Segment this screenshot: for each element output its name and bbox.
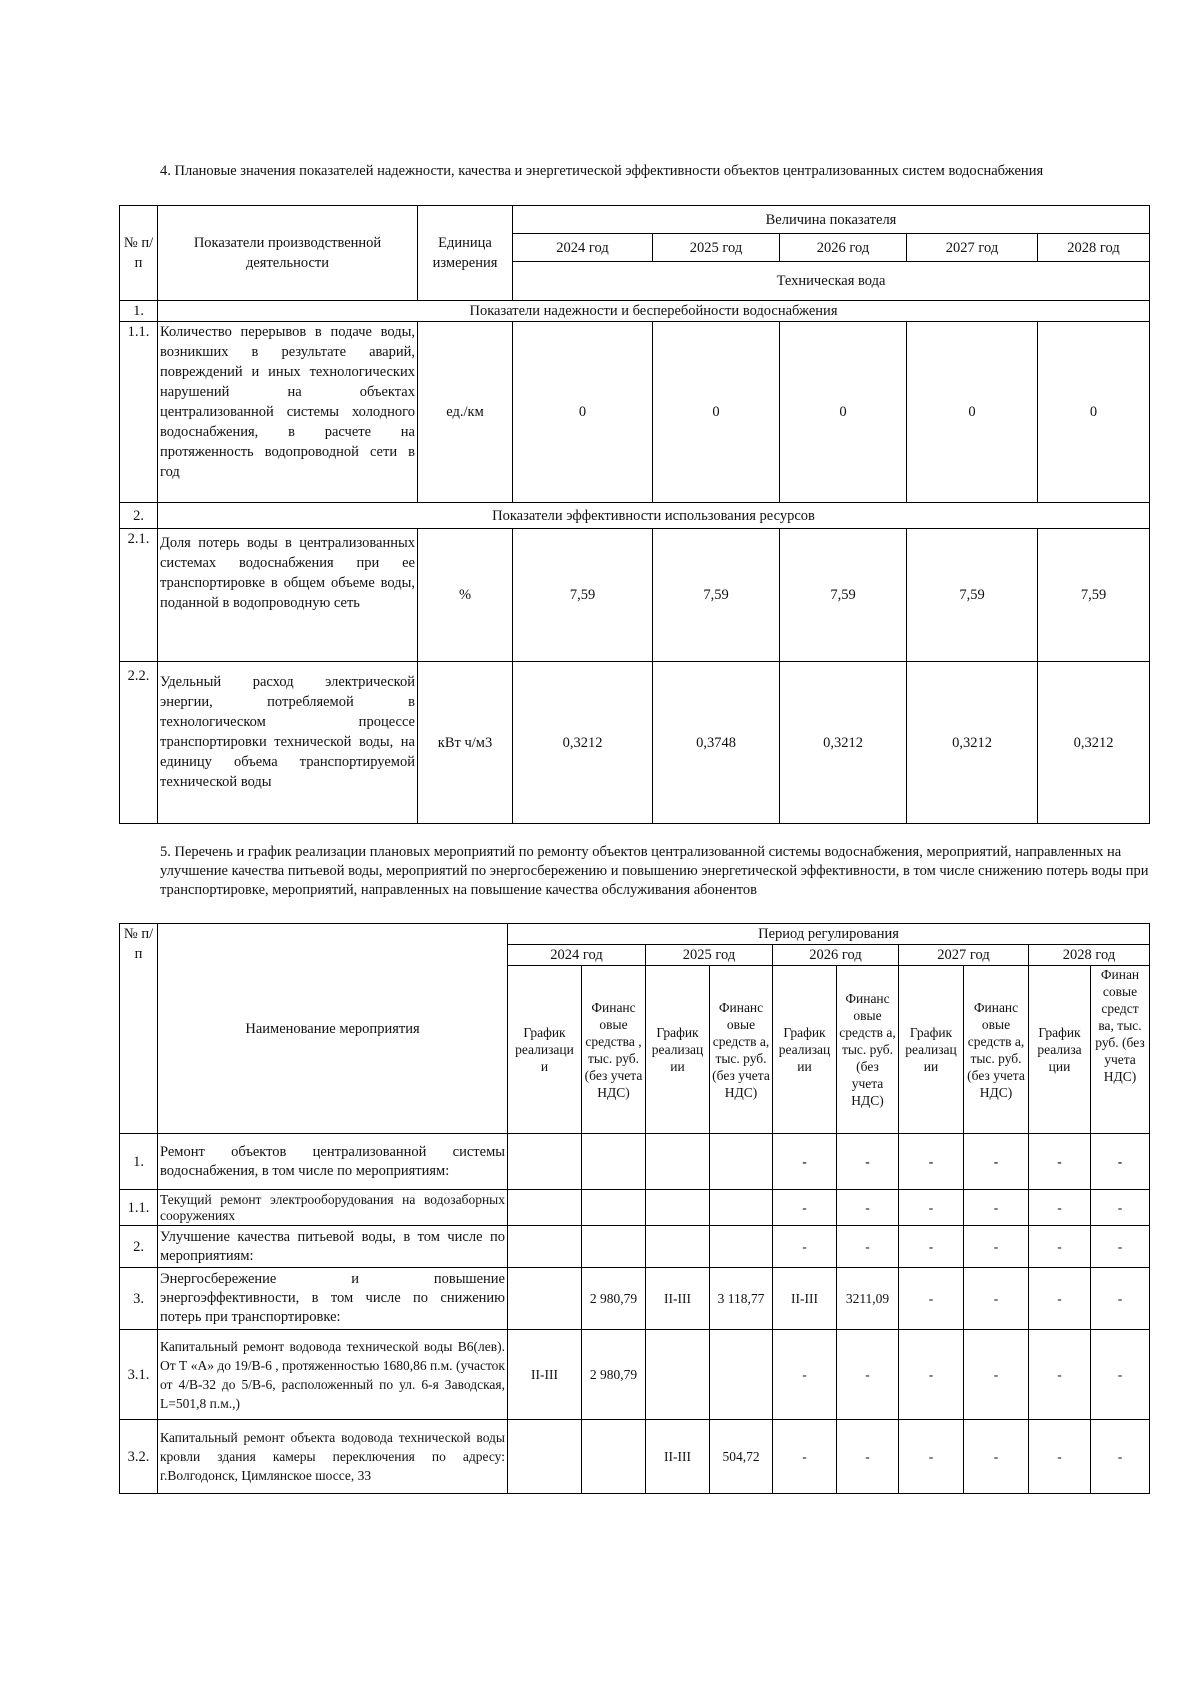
row-value: 0: [907, 322, 1038, 503]
section-4-title: 4. Плановые значения показателей надежности, качества и энергетической эффективности объектов централизованных систем водоснабжения: [160, 163, 1044, 179]
group-title: Показатели эффективности использования ресурсов: [158, 503, 1150, 529]
header-year: 2024 год: [513, 234, 653, 262]
measure-finance: [710, 1330, 773, 1420]
measure-finance: 504,72: [710, 1420, 773, 1494]
measure-schedule: -: [773, 1330, 837, 1420]
measures-table: [119, 923, 1150, 1494]
measure-finance: [582, 1134, 646, 1190]
row-value: 7,59: [1038, 529, 1150, 662]
group-title: Показатели надежности и бесперебойности водоснабжения: [158, 301, 1150, 322]
row-num: 1.1.: [120, 322, 158, 503]
header-schedule: График реализац ии: [773, 966, 837, 1134]
measure-schedule: -: [1029, 1190, 1091, 1226]
measure-finance: -: [964, 1134, 1029, 1190]
measure-schedule: -: [899, 1330, 964, 1420]
measure-finance: 2 980,79: [582, 1268, 646, 1330]
measure-finance: -: [837, 1330, 899, 1420]
row-value: 0: [513, 322, 653, 503]
header-year: 2027 год: [899, 945, 1029, 966]
header-num: № п/п: [120, 206, 158, 301]
measure-schedule: II-III: [646, 1420, 710, 1494]
measure-schedule: II-III: [508, 1330, 582, 1420]
measure-num: 3.2.: [120, 1420, 158, 1494]
row-value: 7,59: [907, 529, 1038, 662]
measure-schedule: -: [1029, 1134, 1091, 1190]
measure-schedule: -: [1029, 1330, 1091, 1420]
measure-schedule: II-III: [773, 1268, 837, 1330]
row-value: 7,59: [513, 529, 653, 662]
measure-num: 3.: [120, 1268, 158, 1330]
measure-schedule: -: [899, 1420, 964, 1494]
measure-num: 1.: [120, 1134, 158, 1190]
measure-finance: -: [1091, 1420, 1150, 1494]
row-unit: кВт ч/м3: [418, 662, 513, 824]
header-schedule: График реализаци и: [508, 966, 582, 1134]
header-schedule: График реализа ции: [1029, 966, 1091, 1134]
measure-finance: [710, 1226, 773, 1268]
header-period: Период регулирования: [508, 924, 1150, 945]
measure-finance: -: [837, 1190, 899, 1226]
header-water-type: Техническая вода: [513, 262, 1150, 301]
row-value: 0,3212: [1038, 662, 1150, 824]
measure-name: Капитальный ремонт водовода технической воды В6(лев). От Т «А» до 19/В-6 , протяженностью 1680,86 п.м. (участок от 4/В-32 до 5/В-6, расположенный по ул. 6-я Заводская, L=501,8 п.м.,): [158, 1330, 508, 1420]
measure-finance: -: [964, 1226, 1029, 1268]
header-finance: [1091, 966, 1150, 1134]
row-value: 7,59: [780, 529, 907, 662]
header-finance: Финанс овые средств а, тыс. руб. (без учета НДС): [837, 966, 899, 1134]
measure-schedule: [646, 1190, 710, 1226]
measure-finance: -: [964, 1420, 1029, 1494]
row-value: 0: [1038, 322, 1150, 503]
group-num: 1.: [120, 301, 158, 322]
measure-row: [120, 1268, 1150, 1330]
section-5-title: 5. Перечень и график реализации плановых мероприятий по ремонту объектов централизованной системы водоснабжения, мероприятий, направленных на улучшение качества питьевой воды, мероприятий по энергосбережению и повышению энергетической эффективности, в том числе снижению потерь воды при транспортировке, мероприятий, направленных на повышение качества обслуживания абонентов: [160, 844, 1149, 898]
header-num: № п/п: [120, 924, 158, 1134]
row-value: 0: [780, 322, 907, 503]
measure-row: [120, 1330, 1150, 1420]
measure-name: Ремонт объектов централизованной системы водоснабжения, в том числе по мероприятиям:: [158, 1134, 508, 1190]
measure-finance: -: [1091, 1190, 1150, 1226]
measure-finance: [582, 1226, 646, 1268]
header-year: 2025 год: [653, 234, 780, 262]
measure-schedule: -: [773, 1134, 837, 1190]
measure-finance: -: [964, 1330, 1029, 1420]
indicators-table: [119, 205, 1150, 824]
measure-schedule: II-III: [646, 1268, 710, 1330]
header-schedule: График реализац ии: [646, 966, 710, 1134]
measure-finance: [710, 1190, 773, 1226]
measure-finance: [710, 1134, 773, 1190]
measure-schedule: -: [773, 1190, 837, 1226]
row-name: Удельный расход электрической энергии, потребляемой в технологическом процессе транспортировки технической воды, на единицу объема транспортируемой технической воды: [158, 662, 418, 824]
header-finance-text: Финан совые средст ва, тыс. руб. (без учета НДС): [1095, 967, 1145, 1084]
measure-row: [120, 1190, 1150, 1226]
measure-row: [120, 1226, 1150, 1268]
measure-finance: -: [964, 1268, 1029, 1330]
row-value: 0,3212: [907, 662, 1038, 824]
row-name: [158, 322, 418, 503]
header-finance: Финанс овые средств а, тыс. руб. (без учета НДС): [710, 966, 773, 1134]
measure-num: 1.1.: [120, 1190, 158, 1226]
measure-finance: 2 980,79: [582, 1330, 646, 1420]
header-finance: Финанс овые средств а, тыс. руб. (без учета НДС): [964, 966, 1029, 1134]
measure-schedule: [508, 1268, 582, 1330]
row-name: Доля потерь воды в централизованных системах водоснабжения при ее транспортировке в общем объеме воды, поданной в водопроводную сеть: [158, 529, 418, 662]
row-value: 0: [653, 322, 780, 503]
measure-finance: [582, 1420, 646, 1494]
measure-schedule: [646, 1134, 710, 1190]
measure-schedule: [646, 1226, 710, 1268]
header-schedule: График реализац ии: [899, 966, 964, 1134]
measure-finance: -: [1091, 1134, 1150, 1190]
row-name-text: Количество перерывов в подаче воды, возникших в результате аварий, повреждений и иных технологических нарушений на объектах централизованной системы холодного водоснабжения, в расчете на протяженность водопроводной сети в год: [160, 324, 415, 480]
measure-finance: [582, 1190, 646, 1226]
row-value: 0,3748: [653, 662, 780, 824]
measure-schedule: -: [1029, 1268, 1091, 1330]
measure-name: Капитальный ремонт объекта водовода технической воды кровли здания камеры переключения по адресу: г.Волгодонск, Цимлянское шоссе, 33: [158, 1420, 508, 1494]
measure-name: Текущий ремонт электрооборудования на водозаборных сооружениях: [158, 1190, 508, 1226]
measure-schedule: -: [773, 1226, 837, 1268]
row-num: 2.2.: [120, 662, 158, 824]
header-year: 2028 год: [1038, 234, 1150, 262]
measure-finance: 3211,09: [837, 1268, 899, 1330]
measure-num: 3.1.: [120, 1330, 158, 1420]
measure-schedule: -: [1029, 1420, 1091, 1494]
measure-finance: 3 118,77: [710, 1268, 773, 1330]
row-value: 0,3212: [780, 662, 907, 824]
measure-finance: -: [1091, 1268, 1150, 1330]
measure-name: Энергосбережение и повышение энергоэффективности, в том числе по снижению потерь при транспортировке:: [158, 1268, 508, 1330]
measure-finance: -: [837, 1420, 899, 1494]
group-num: 2.: [120, 503, 158, 529]
header-indicator: Показатели производственной деятельности: [158, 206, 418, 301]
measure-schedule: -: [899, 1226, 964, 1268]
measure-finance: -: [1091, 1330, 1150, 1420]
header-year: 2025 год: [646, 945, 773, 966]
measure-finance: -: [964, 1190, 1029, 1226]
measure-schedule: -: [899, 1268, 964, 1330]
header-finance: Финанс овые средства , тыс. руб. (без учета НДС): [582, 966, 646, 1134]
header-year: 2027 год: [907, 234, 1038, 262]
measure-num: 2.: [120, 1226, 158, 1268]
measure-schedule: [508, 1420, 582, 1494]
row-unit: ед./км: [418, 322, 513, 503]
measure-schedule: -: [773, 1420, 837, 1494]
measure-schedule: -: [899, 1190, 964, 1226]
header-year: 2026 год: [773, 945, 899, 966]
measure-schedule: [646, 1330, 710, 1420]
measure-schedule: -: [1029, 1226, 1091, 1268]
measure-row: [120, 1134, 1150, 1190]
row-num: 2.1.: [120, 529, 158, 662]
measure-schedule: [508, 1134, 582, 1190]
header-unit: Единица измерения: [418, 206, 513, 301]
measure-finance: -: [837, 1226, 899, 1268]
measure-name: Улучшение качества питьевой воды, в том числе по мероприятиям:: [158, 1226, 508, 1268]
measure-finance: -: [1091, 1226, 1150, 1268]
header-name: Наименование мероприятия: [158, 924, 508, 1134]
row-value: 0,3212: [513, 662, 653, 824]
header-year: 2024 год: [508, 945, 646, 966]
row-value: 7,59: [653, 529, 780, 662]
header-year: 2028 год: [1029, 945, 1150, 966]
measure-schedule: -: [899, 1134, 964, 1190]
header-value: Величина показателя: [513, 206, 1150, 234]
measure-row: [120, 1420, 1150, 1494]
row-unit: %: [418, 529, 513, 662]
header-year: 2026 год: [780, 234, 907, 262]
measure-schedule: [508, 1190, 582, 1226]
measure-schedule: [508, 1226, 582, 1268]
measure-finance: -: [837, 1134, 899, 1190]
